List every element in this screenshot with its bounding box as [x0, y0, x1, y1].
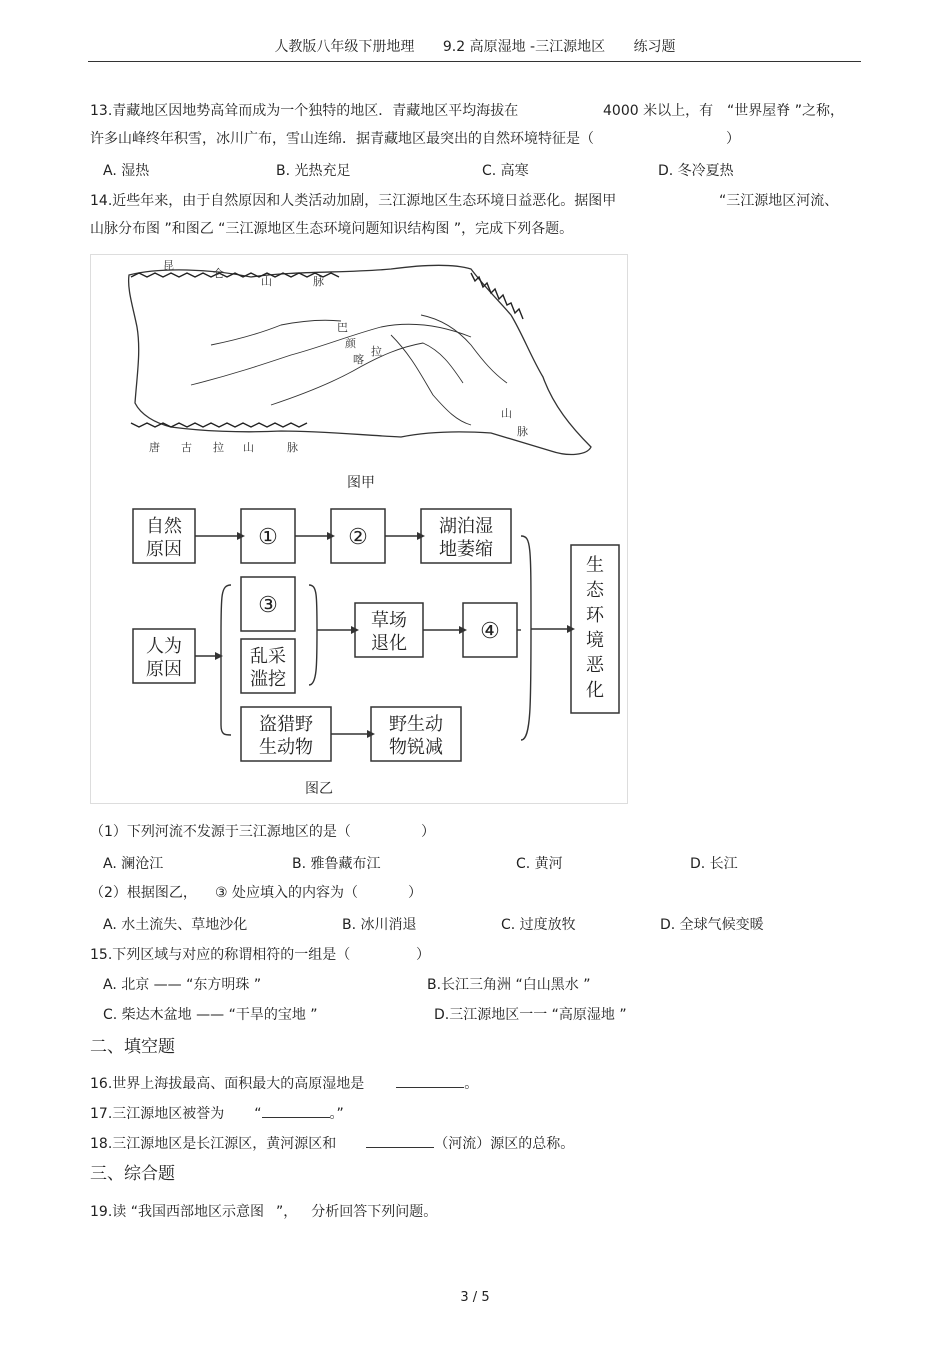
section-fill-blank-title: 二、填空题 — [90, 1037, 175, 1057]
q13-line1b: 4000 米以上，有 — [603, 103, 714, 119]
q14-line1a: 14.近些年来，由于自然原因和人类活动加剧，三江源地区生态环境日益恶化。据图甲 — [90, 193, 617, 209]
page-number: 3 / 5 — [460, 1290, 490, 1305]
q15-option-b: B.长江三角洲 “白山黑水 ” — [427, 977, 591, 993]
q17-stem: 17.三江源地区被誉为 — [90, 1106, 225, 1122]
q14-2-stem-b: ③ 处应填入的内容为（ — [215, 885, 359, 901]
q17-blank[interactable] — [262, 1103, 330, 1118]
human-brace — [221, 585, 231, 735]
header-course: 人教版八年级下册地理 — [274, 39, 415, 55]
map-mountain-east — [471, 273, 523, 319]
map-caption: 图甲 — [347, 475, 375, 491]
q16-text — [90, 1073, 478, 1093]
map-mountain-south — [131, 423, 307, 427]
q17-end: 。” — [329, 1106, 344, 1122]
section-comprehensive-title: 三、综合题 — [90, 1164, 175, 1184]
box-poach-line1: 盗猎野 — [259, 714, 313, 735]
box-result-char4: 境 — [586, 630, 604, 651]
q14-1-option-a: A. 澜沧江 — [103, 856, 164, 872]
box-natural-line2: 原因 — [146, 539, 182, 560]
box-dig-line1: 乱采 — [250, 646, 286, 667]
box-dig-line2: 滥挖 — [250, 669, 286, 690]
box-natural-line1: 自然 — [146, 516, 182, 537]
q17-text — [90, 1103, 344, 1123]
map-river-1 — [191, 324, 471, 385]
box-1-label: ① — [258, 525, 278, 550]
q14-line2: 山脉分布图 ”和图乙 “三江源地区生态环境问题知识结构图 ”，完成下列各题。 — [90, 221, 574, 237]
q13-option-b: B. 光热充足 — [276, 163, 351, 179]
q14-2-option-d: D. 全球气候变暖 — [660, 917, 764, 933]
box-result-char1: 生 — [586, 555, 604, 576]
q19-part-c: 分析回答下列问题。 — [311, 1204, 438, 1220]
figure-panel — [90, 254, 628, 804]
header-lesson: 9.2 高原湿地 -三江源地区 — [442, 39, 606, 55]
q15-option-c: C. 柴达木盆地 —— “干旱的宝地 ” — [103, 1007, 318, 1023]
q19-part-b: ”， — [275, 1204, 298, 1220]
q18-stem: 18.三江源地区是长江源区，黄河源区和 — [90, 1136, 337, 1152]
map-label-gu: 古 — [181, 441, 192, 454]
map-river-3 — [391, 335, 471, 425]
map-mountain-north — [131, 273, 339, 277]
q16-end: 。 — [464, 1076, 479, 1092]
figure-svg — [91, 255, 627, 803]
header-type: 练习题 — [633, 39, 676, 55]
q15-stem: 15.下列区域与对应的称谓相符的一组是（ — [90, 947, 351, 963]
box-result-char2: 态 — [586, 580, 604, 601]
q14-2-close: ） — [408, 885, 422, 901]
q14-1-option-c: C. 黄河 — [516, 856, 563, 872]
box-4-label: ④ — [480, 619, 500, 644]
box-wild-line1: 野生动 — [389, 714, 443, 735]
q19-part-a: 19.读 “我国西部地区示意图 — [90, 1204, 264, 1220]
map-label-yan: 颜 — [345, 337, 356, 350]
q13-line1c: “世界屋脊 ”之称， — [727, 103, 844, 119]
box-grass-line1: 草场 — [371, 610, 407, 631]
map-labels — [149, 259, 528, 454]
q15-close: ） — [416, 947, 430, 963]
map-label-la2: 拉 — [371, 345, 382, 358]
q13-line1a: 13.青藏地区因地势高耸而成为一个独特的地区．青藏地区平均海拔在 — [90, 103, 519, 119]
map-label-la: 拉 — [213, 441, 224, 454]
q13-line2b: ） — [726, 131, 740, 147]
q14-1-close: ） — [421, 824, 435, 840]
box-poach-line2: 生动物 — [259, 737, 313, 758]
q17-open: “ — [254, 1106, 262, 1122]
box-result-char3: 环 — [586, 605, 604, 626]
q13-line2a: 许多山峰终年积雪，冰川广布，雪山连绵．据青藏地区最突出的自然环境特征是（ — [90, 131, 594, 147]
box-result-char6: 化 — [586, 680, 604, 701]
q13-option-a: A. 湿热 — [103, 163, 150, 179]
q18-end: （河流）源区的总称。 — [434, 1136, 575, 1152]
map-label-mai1: 脉 — [313, 275, 324, 288]
box-human-line2: 原因 — [146, 659, 182, 680]
map-label-shan1: 山 — [261, 275, 272, 288]
map-label-mai3: 脉 — [517, 425, 528, 438]
map-label-ba: 巴 — [337, 321, 348, 334]
box-result-char5: 恶 — [586, 655, 604, 676]
page-header — [0, 36, 950, 56]
q13-option-d: D. 冬冷夏热 — [658, 163, 734, 179]
left-brace-2 — [309, 585, 317, 685]
q14-2-stem-a: （2）根据图乙， — [90, 885, 197, 901]
box-3-label: ③ — [258, 593, 278, 618]
map-river-5 — [211, 320, 341, 345]
q14-1-stem: （1）下列河流不发源于三江源地区的是（ — [90, 824, 351, 840]
q16-blank[interactable] — [396, 1073, 464, 1088]
box-lake-line2: 地萎缩 — [439, 539, 493, 560]
map-label-tang: 唐 — [149, 441, 160, 454]
q14-2-option-b: B. 冰川消退 — [342, 917, 417, 933]
box-human-line1: 人为 — [146, 636, 182, 657]
box-grass-line2: 退化 — [371, 633, 407, 654]
q14-1-option-d: D. 长江 — [690, 856, 738, 872]
box-lake-line1: 湖泊湿 — [439, 516, 493, 537]
box-wild-line2: 物锐减 — [389, 737, 443, 758]
q14-2-option-a: A. 水土流失、草地沙化 — [103, 917, 248, 933]
map-label-shan3: 山 — [501, 407, 512, 420]
header-rule — [88, 61, 861, 62]
map-label-lun: 仑 — [213, 267, 224, 280]
right-brace — [521, 536, 531, 740]
q14-line1b: “三江源地区河流、 — [719, 193, 839, 209]
q16-stem: 16.世界上海拔最高、面积最大的高原湿地是 — [90, 1076, 365, 1092]
map-label-shan2: 山 — [243, 441, 254, 454]
q18-text — [90, 1133, 574, 1153]
box-2-label: ② — [348, 525, 368, 550]
map-label-kun: 昆 — [163, 259, 174, 272]
map-label-ka: 喀 — [353, 353, 364, 366]
q15-option-d: D.三江源地区一一 “高原湿地 ” — [434, 1007, 627, 1023]
q19-text — [90, 1201, 437, 1221]
q18-blank[interactable] — [366, 1133, 434, 1148]
map-label-mai2: 脉 — [287, 441, 298, 454]
q13-option-c: C. 高寒 — [482, 163, 529, 179]
flow-caption: 图乙 — [305, 781, 333, 797]
q15-option-a: A. 北京 —— “东方明珠 ” — [103, 977, 262, 993]
q14-1-option-b: B. 雅鲁藏布江 — [292, 856, 381, 872]
q14-2-option-c: C. 过度放牧 — [501, 917, 576, 933]
